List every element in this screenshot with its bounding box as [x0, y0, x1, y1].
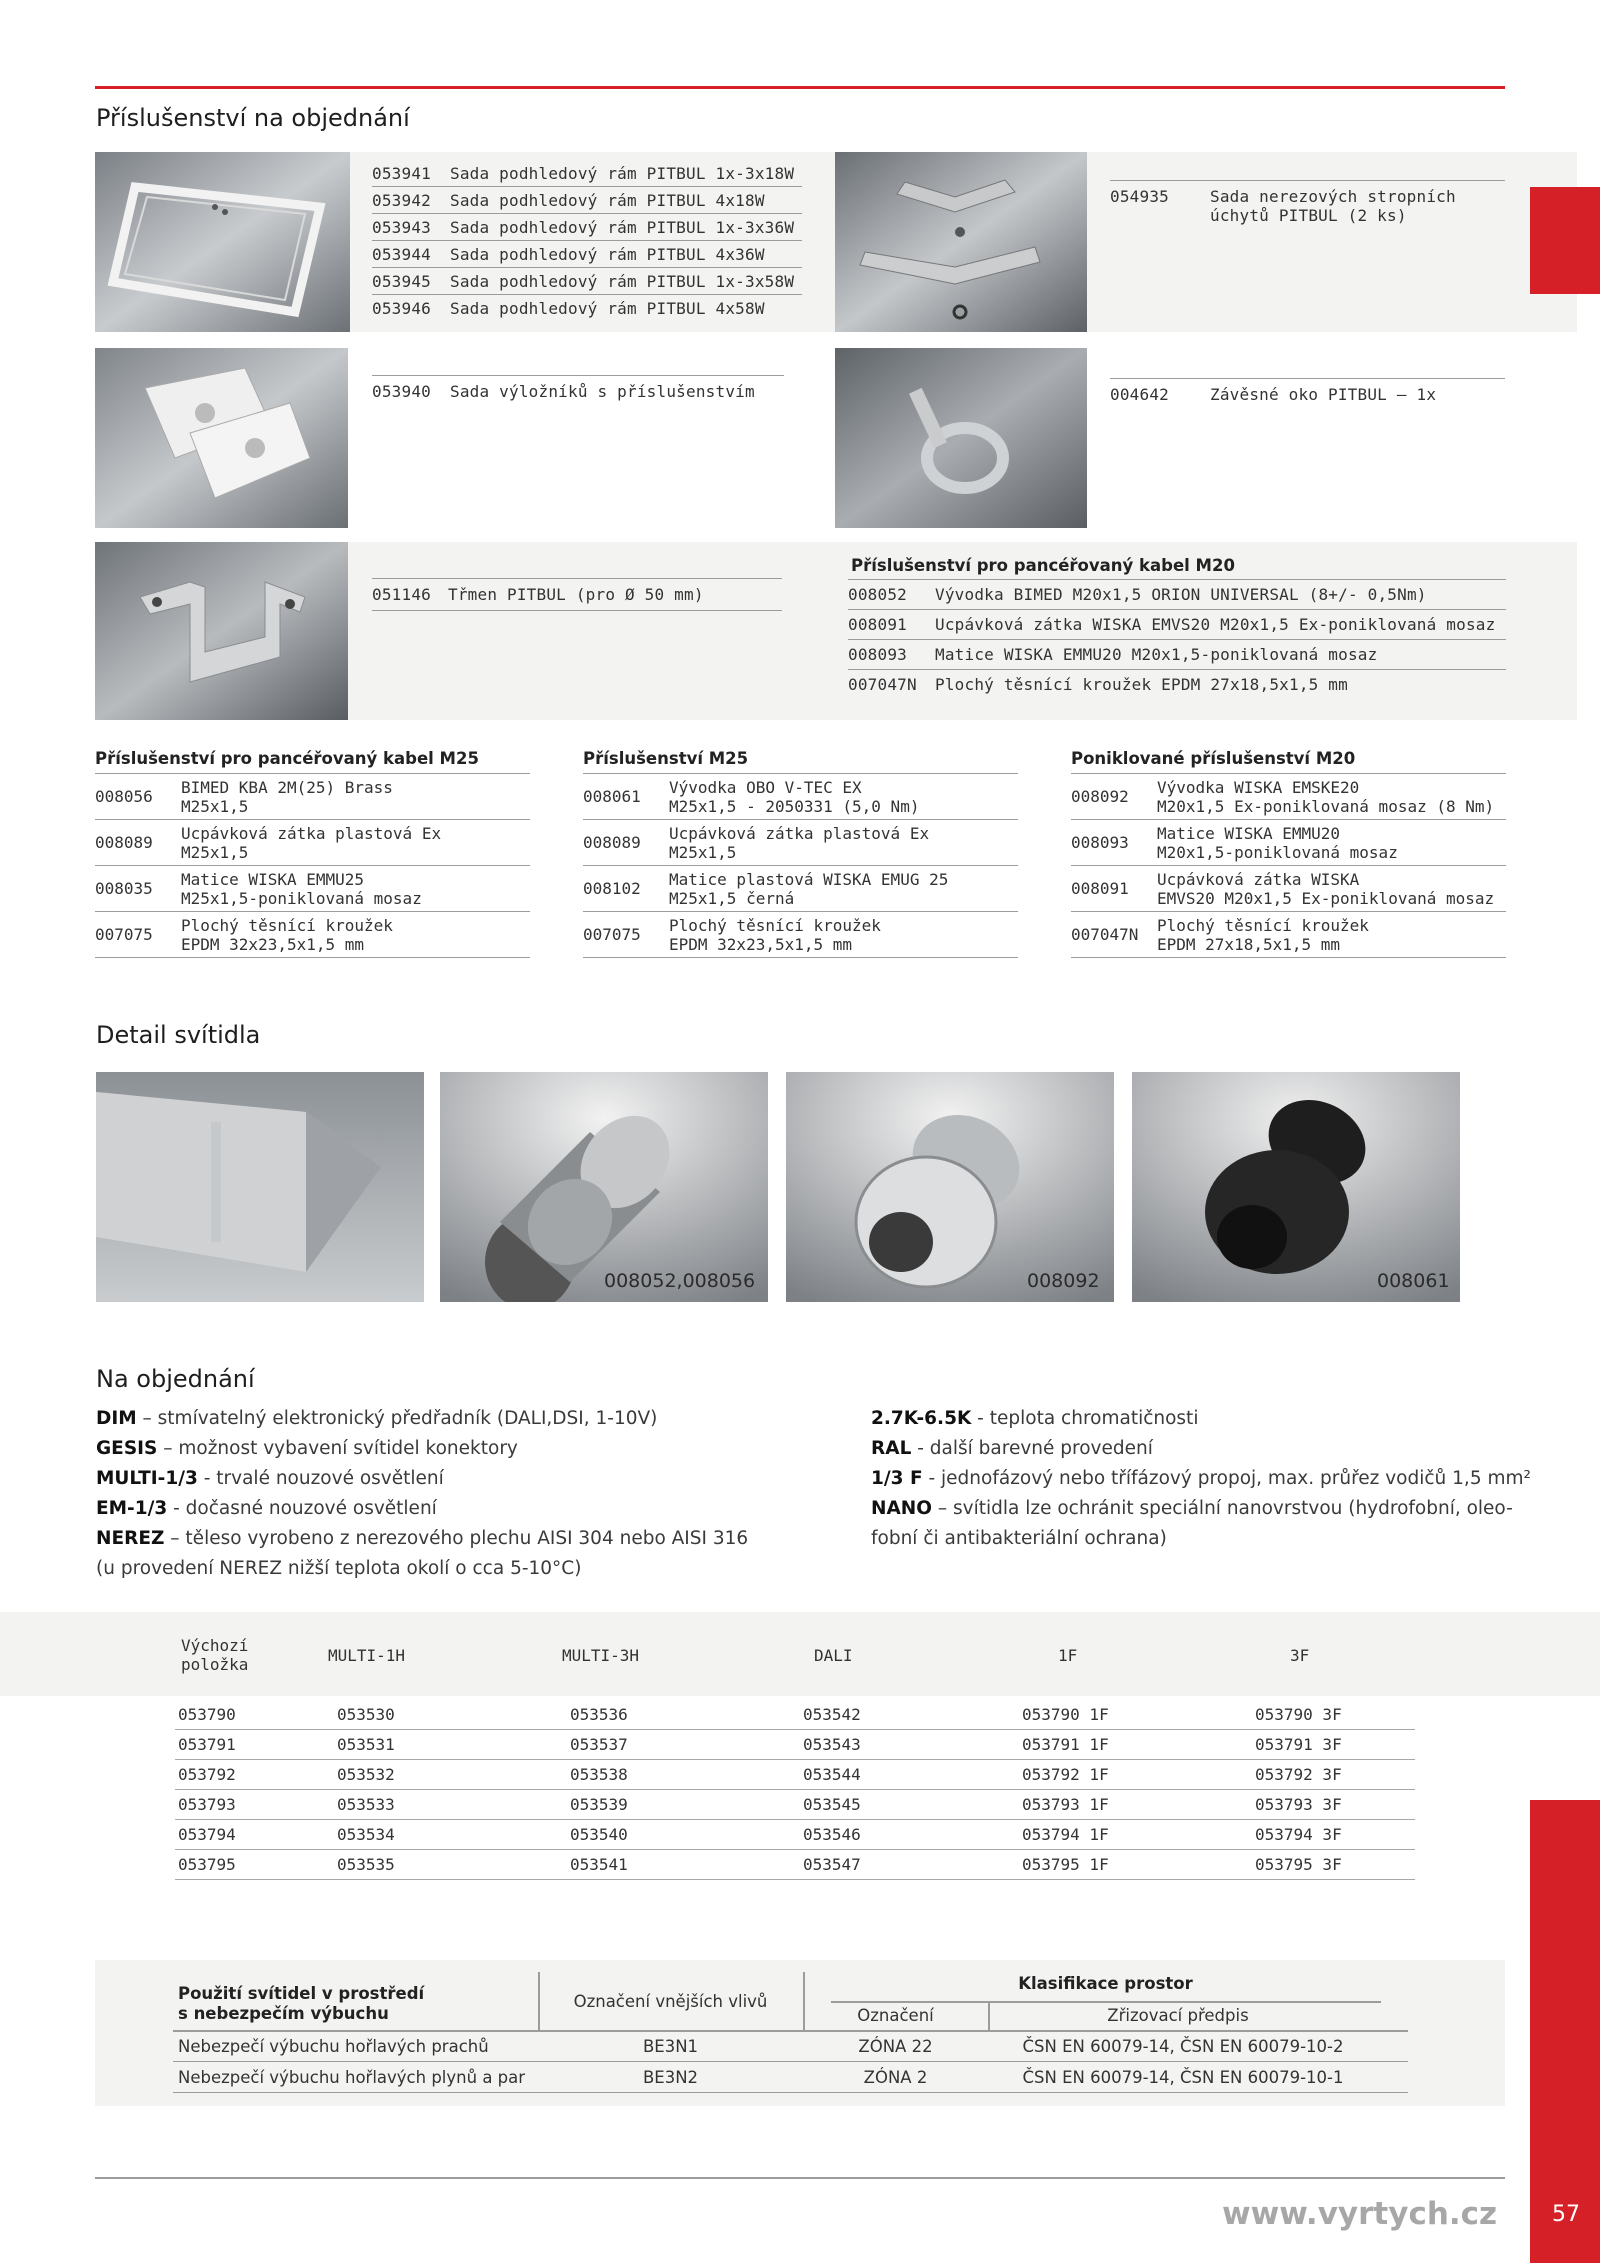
cable-gland-image-3	[1132, 1072, 1460, 1302]
list-item: 008091 Ucpávková zátka WISKA EMVS20 M20x1,5 Ex-poniklovaná mosaz	[1071, 866, 1506, 912]
legend-line: NANO – svítidla lze ochránit speciální nanovrstvou (hydrofobní, oleo-	[871, 1498, 1513, 1519]
ceiling-clips-image	[835, 152, 1087, 332]
brackets-image	[95, 348, 348, 528]
header-cell: 1F	[1058, 1646, 1078, 1665]
legend-line: (u provedení NEREZ nižší teplota okolí o cca 5-10°C)	[96, 1558, 582, 1579]
list-item: 053942 Sada podhledový rám PITBUL 4x18W	[372, 187, 802, 214]
list-item: 053946 Sada podhledový rám PITBUL 4x58W	[372, 298, 765, 318]
table-row: 053792 053532 053538 053544 053792 1F 053792 3F	[175, 1759, 1415, 1790]
brackets-item: 053940 Sada výložníků s příslušenstvím	[372, 375, 784, 401]
legend-line: MULTI-1/3 - trvalé nouzové osvětlení	[96, 1468, 444, 1489]
list-item: 008056 BIMED KBA 2M(25) Brass M25x1,5	[95, 774, 530, 820]
header-cell: DALI	[814, 1646, 853, 1665]
header-cell: MULTI-3H	[562, 1646, 640, 1665]
group-nickel-m20: Poniklované příslušenství M20 008092 Vývodka WISKA EMSKE20 M20x1,5 Ex-poniklovaná mosaz (8 Nm) 008093 Matice WISKA EMMU20 M20x1,5-poniklovaná mosaz 008091 Ucpávková zátka WISKA EMVS20 M20x1,5 Ex-poniklovaná mosaz 007047N Plochý těsnící kroužek EPDM 27x18,5x1,5 mm	[1071, 749, 1506, 958]
list-item: 008091 Ucpávková zátka WISKA EMVS20 M20x1,5 Ex-poniklovaná mosaz	[848, 610, 1506, 640]
sub-rule	[831, 2001, 1381, 2003]
legend-line: 2.7K-6.5K - teplota chromatičnosti	[871, 1408, 1199, 1429]
ceiling-clips-item: 054935 Sada nerezových stropních úchytů PITBUL (2 ks)	[1110, 180, 1505, 225]
list-item: 008093 Matice WISKA EMMU20 M20x1,5-poniklovaná mosaz	[848, 640, 1506, 670]
cable-gland-image-1	[440, 1072, 768, 1302]
legend-line: EM-1/3 - dočasné nouzové osvětlení	[96, 1498, 437, 1519]
table-row: Nebezpečí výbuchu hořlavých prachů BE3N1 ZÓNA 22 ČSN EN 60079-14, ČSN EN 60079-10-2	[173, 2031, 1408, 2062]
order-legend-right	[871, 1404, 1531, 1554]
frame-kit-list	[372, 160, 802, 321]
explosion-header-influences: Označení vnějších vlivů	[573, 1992, 768, 2011]
legend-line: RAL - další barevné provedení	[871, 1438, 1153, 1459]
list-item: 053941 Sada podhledový rám PITBUL 1x-3x18W	[372, 160, 802, 187]
list-item: 007075 Plochý těsnící kroužek EPDM 32x23,5x1,5 mm	[583, 912, 1018, 958]
header-cell: MULTI-1H	[328, 1646, 406, 1665]
explosion-header-use: Použití svítidel v prostředí s nebezpečím výbuchu	[178, 1984, 425, 2023]
top-accent-rule	[95, 86, 1505, 89]
table-row: Nebezpečí výbuchu hořlavých plynů a par BE3N2 ZÓNA 2 ČSN EN 60079-14, ČSN EN 60079-10-1	[173, 2062, 1408, 2093]
table-row: 053795 053535 053541 053547 053795 1F 053795 3F	[175, 1849, 1415, 1880]
detail-title: Detail svítidla	[96, 1021, 261, 1049]
explosion-table	[173, 1972, 1408, 2087]
m20-list	[848, 579, 1506, 699]
table-row: 053793 053533 053539 053545 053793 1F 053793 3F	[175, 1789, 1415, 1820]
gland-caption-1: 008052,008056	[604, 1270, 756, 1292]
list-item: 008092 Vývodka WISKA EMSKE20 M20x1,5 Ex-poniklovaná mosaz (8 Nm)	[1071, 774, 1506, 820]
cable-gland-image-2	[786, 1072, 1114, 1302]
section-title: Příslušenství na objednání	[96, 104, 410, 132]
list-item: 008052 Vývodka BIMED M20x1,5 ORION UNIVERSAL (8+/- 0,5Nm)	[848, 580, 1506, 610]
group-m25-armored: Příslušenství pro pancéřovaný kabel M25 008056 BIMED KBA 2M(25) Brass M25x1,5 008089 Ucpávková zátka plastová Ex M25x1,5 008035 Matice WISKA EMMU25 M25x1,5-poniklovaná mosaz 007075 Plochý těsnící kroužek EPDM 32x23,5x1,5 mm	[95, 749, 530, 958]
list-item: 053945 Sada podhledový rám PITBUL 1x-3x58W	[372, 268, 802, 295]
table-row: 053794 053534 053540 053546 053794 1F 053794 3F	[175, 1819, 1415, 1850]
side-tab-bottom	[1530, 1800, 1600, 2263]
order-title: Na objednání	[96, 1365, 255, 1393]
explosion-header-class: Klasifikace prostor	[1018, 1974, 1193, 1993]
legend-line: 1/3 F - jednofázový nebo třífázový propoj, max. průřez vodičů 1,5 mm²	[871, 1468, 1531, 1489]
table-row: 053790 053530 053536 053542 053790 1F 053790 3F	[175, 1699, 1415, 1730]
list-item: 008061 Vývodka OBO V-TEC EX M25x1,5 - 2050331 (5,0 Nm)	[583, 774, 1018, 820]
list-item: 008089 Ucpávková zátka plastová Ex M25x1,5	[583, 820, 1018, 866]
header-cell: Výchozí položka	[181, 1636, 249, 1674]
legend-line: fobní či antibakteriální ochrana)	[871, 1528, 1167, 1549]
table-row: 053791 053531 053537 053543 053791 1F 053791 3F	[175, 1729, 1415, 1760]
page-number: 57	[1552, 2202, 1580, 2227]
legend-line: NEREZ – těleso vyrobeno z nerezového plechu AISI 304 nebo AISI 316	[96, 1528, 749, 1549]
frame-kit-image	[95, 152, 350, 332]
list-item: 008093 Matice WISKA EMMU20 M20x1,5-poniklovaná mosaz	[1071, 820, 1506, 866]
clamp-item: 051146 Třmen PITBUL (pro Ø 50 mm)	[372, 578, 782, 611]
group-m25: Příslušenství M25 008061 Vývodka OBO V-TEC EX M25x1,5 - 2050331 (5,0 Nm) 008089 Ucpávková zátka plastová Ex M25x1,5 008102 Matice plastová WISKA EMUG 25 M25x1,5 černá 007075 Plochý těsnící kroužek EPDM 32x23,5x1,5 mm	[583, 749, 1018, 958]
legend-line: GESIS – možnost vybavení svítidel konektory	[96, 1438, 518, 1459]
gland-caption-3: 008061	[1377, 1270, 1450, 1292]
legend-line: DIM – stmívatelný elektronický předřadník (DALI,DSI, 1-10V)	[96, 1408, 658, 1429]
eye-bolt-item: 004642 Závěsné oko PITBUL – 1x	[1110, 378, 1505, 404]
list-item: 008102 Matice plastová WISKA EMUG 25 M25x1,5 černá	[583, 866, 1018, 912]
list-item: 007047N Plochý těsnící kroužek EPDM 27x18,5x1,5 mm	[848, 675, 1348, 694]
m20-group-title: Příslušenství pro pancéřovaný kabel M20	[851, 556, 1235, 575]
bracket-clamp-image	[95, 542, 348, 720]
footer-website-link[interactable]: www.vyrtych.cz	[1222, 2196, 1498, 2232]
list-item: 053943 Sada podhledový rám PITBUL 1x-3x36W	[372, 214, 802, 241]
list-item: 007075 Plochý těsnící kroužek EPDM 32x23,5x1,5 mm	[95, 912, 530, 958]
list-item: 008035 Matice WISKA EMMU25 M25x1,5-poniklovaná mosaz	[95, 866, 530, 912]
footer-rule	[95, 2177, 1505, 2179]
list-item: 053944 Sada podhledový rám PITBUL 4x36W	[372, 241, 802, 268]
order-legend-left	[96, 1404, 856, 1584]
list-item: 007047N Plochý těsnící kroužek EPDM 27x18,5x1,5 mm	[1071, 912, 1506, 958]
explosion-header-standard: Zřizovací předpis	[1107, 2006, 1249, 2025]
luminaire-detail-image	[96, 1072, 424, 1302]
side-tab-top	[1530, 187, 1600, 294]
variants-header	[0, 1612, 1600, 1696]
gland-caption-2: 008092	[1027, 1270, 1100, 1292]
explosion-header-zone: Označení	[857, 2006, 934, 2025]
header-cell: 3F	[1290, 1646, 1310, 1665]
list-item: 008089 Ucpávková zátka plastová Ex M25x1,5	[95, 820, 530, 866]
eye-bolt-image	[835, 348, 1087, 528]
